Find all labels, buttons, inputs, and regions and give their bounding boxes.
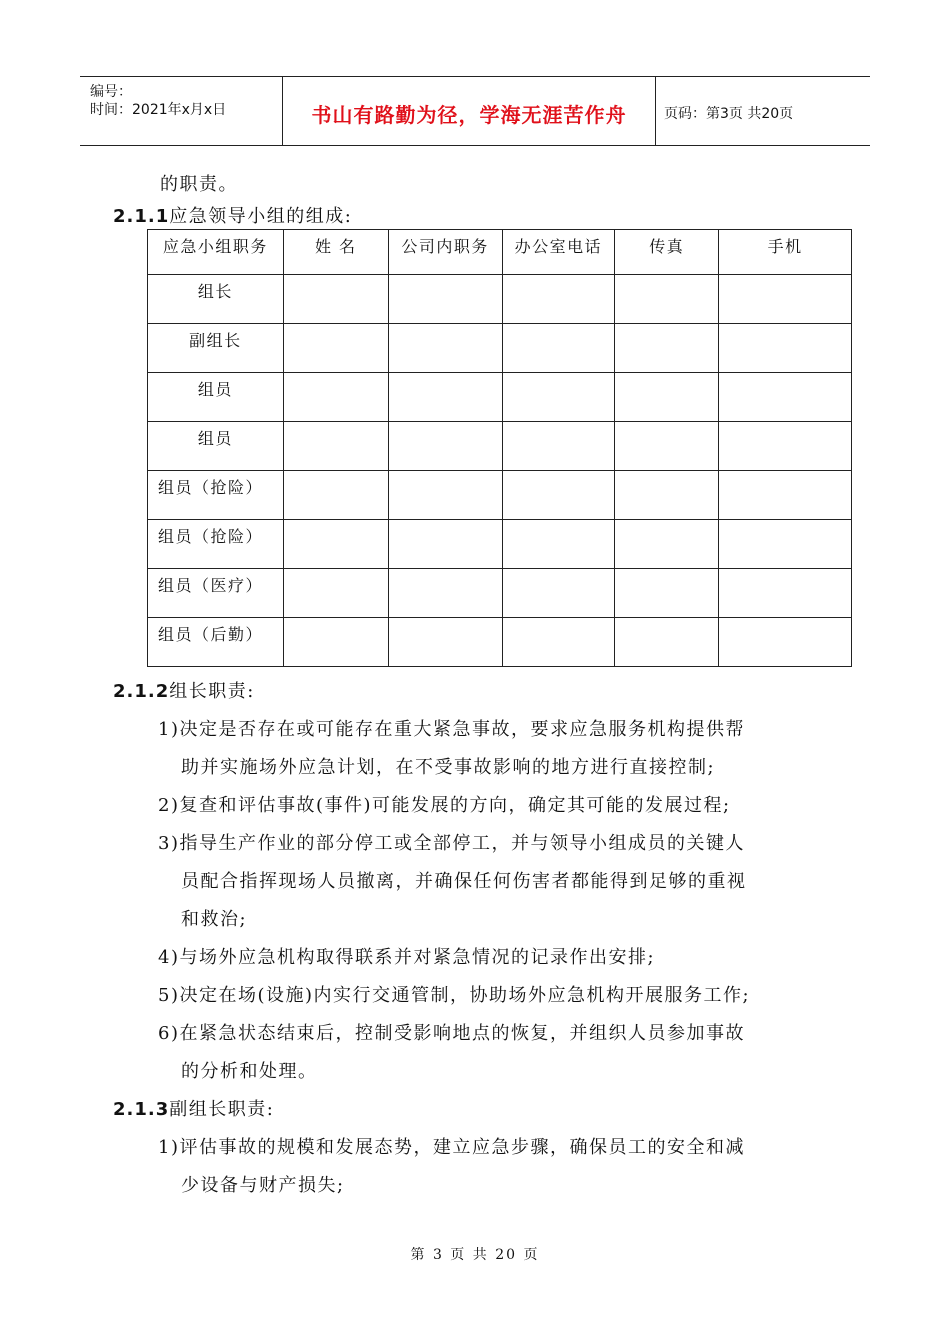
column-header: 办公室电话	[502, 230, 615, 275]
empty-cell	[719, 618, 852, 667]
header-meta	[80, 77, 283, 145]
empty-cell	[283, 373, 388, 422]
emergency-team-table	[147, 229, 852, 667]
section-title: 副组长职责:	[169, 1099, 275, 1120]
table-row	[148, 373, 852, 422]
role-cell: 组长	[148, 275, 284, 324]
empty-cell	[283, 275, 388, 324]
header-page-number: 页码：第3页 共20页	[664, 106, 794, 122]
empty-cell	[502, 373, 615, 422]
role-cell: 组员（后勤）	[148, 618, 284, 667]
empty-cell	[388, 618, 502, 667]
table-row	[148, 422, 852, 471]
empty-cell	[719, 520, 852, 569]
paragraph-line: 的分析和处理。	[181, 1061, 318, 1082]
empty-cell	[388, 324, 502, 373]
paragraph-line: 4)与场外应急机构取得联系并对紧急情况的记录作出安排;	[158, 947, 656, 968]
column-header: 公司内职务	[388, 230, 502, 275]
section-2-1-3-heading	[113, 1095, 274, 1121]
role-cell: 副组长	[148, 324, 284, 373]
empty-cell	[502, 520, 615, 569]
empty-cell	[615, 422, 719, 471]
table-row	[148, 471, 852, 520]
role-cell: 组员（医疗）	[148, 569, 284, 618]
page-header	[80, 76, 870, 146]
empty-cell	[719, 471, 852, 520]
paragraph-line: 员配合指挥现场人员撤离，并确保任何伤害者都能得到足够的重视	[181, 871, 747, 892]
section-title: 组长职责:	[169, 681, 255, 702]
section-number: 2.1.2	[113, 681, 170, 702]
empty-cell	[615, 373, 719, 422]
empty-cell	[388, 569, 502, 618]
paragraph-line: 2)复查和评估事故(事件)可能发展的方向，确定其可能的发展过程;	[158, 795, 731, 816]
empty-cell	[388, 520, 502, 569]
empty-cell	[283, 520, 388, 569]
table-row	[148, 275, 852, 324]
role-cell: 组员	[148, 373, 284, 422]
empty-cell	[719, 373, 852, 422]
empty-cell	[719, 324, 852, 373]
section-2-1-1-heading	[113, 202, 352, 228]
header-page-cell	[656, 77, 870, 145]
table-row	[148, 324, 852, 373]
empty-cell	[502, 471, 615, 520]
empty-cell	[615, 569, 719, 618]
table-row	[148, 520, 852, 569]
table-header-row	[148, 230, 852, 275]
paragraph-line: 1)评估事故的规模和发展态势，建立应急步骤，确保员工的安全和减	[158, 1137, 745, 1158]
empty-cell	[615, 324, 719, 373]
page-footer: 第 3 页 共 20 页	[410, 1247, 540, 1263]
empty-cell	[502, 422, 615, 471]
role-cell: 组员（抢险）	[148, 471, 284, 520]
empty-cell	[283, 618, 388, 667]
header-motto-cell	[283, 77, 656, 145]
empty-cell	[615, 471, 719, 520]
paragraph-line: 和救治;	[181, 909, 248, 930]
intro-tail-text: 的职责。	[160, 174, 238, 195]
document-time-label: 时间：2021年x月x日	[90, 102, 227, 118]
section-title: 应急领导小组的组成:	[169, 206, 353, 227]
role-cell: 组员（抢险）	[148, 520, 284, 569]
section-number: 2.1.3	[113, 1099, 170, 1120]
empty-cell	[283, 471, 388, 520]
paragraph-line: 6)在紧急状态结束后，控制受影响地点的恢复，并组织人员参加事故	[158, 1023, 745, 1044]
role-cell: 组员	[148, 422, 284, 471]
section-2-1-2-heading	[113, 677, 255, 703]
paragraph-line: 少设备与财产损失;	[181, 1175, 345, 1196]
empty-cell	[719, 422, 852, 471]
header-motto: 书山有路勤为径，学海无涯苦作舟	[311, 103, 627, 127]
paragraph-line: 5)决定在场(设施)内实行交通管制，协助场外应急机构开展服务工作;	[158, 985, 751, 1006]
empty-cell	[283, 324, 388, 373]
section-number: 2.1.1	[113, 206, 170, 227]
empty-cell	[502, 324, 615, 373]
empty-cell	[719, 275, 852, 324]
empty-cell	[502, 275, 615, 324]
table-row	[148, 569, 852, 618]
empty-cell	[615, 618, 719, 667]
empty-cell	[283, 422, 388, 471]
paragraph-line: 3)指导生产作业的部分停工或全部停工，并与领导小组成员的关键人	[158, 833, 745, 854]
empty-cell	[502, 618, 615, 667]
empty-cell	[388, 275, 502, 324]
empty-cell	[615, 275, 719, 324]
paragraph-line: 助并实施场外应急计划，在不受事故影响的地方进行直接控制;	[181, 757, 716, 778]
column-header: 手机	[719, 230, 852, 275]
empty-cell	[388, 373, 502, 422]
empty-cell	[502, 569, 615, 618]
paragraph-line: 1)决定是否存在或可能存在重大紧急事故，要求应急服务机构提供帮	[158, 719, 745, 740]
document-number-label: 编号：	[90, 84, 132, 100]
column-header: 传真	[615, 230, 719, 275]
empty-cell	[388, 422, 502, 471]
empty-cell	[283, 569, 388, 618]
empty-cell	[388, 471, 502, 520]
empty-cell	[615, 520, 719, 569]
table-row	[148, 618, 852, 667]
empty-cell	[719, 569, 852, 618]
column-header: 姓 名	[283, 230, 388, 275]
column-header: 应急小组职务	[148, 230, 284, 275]
